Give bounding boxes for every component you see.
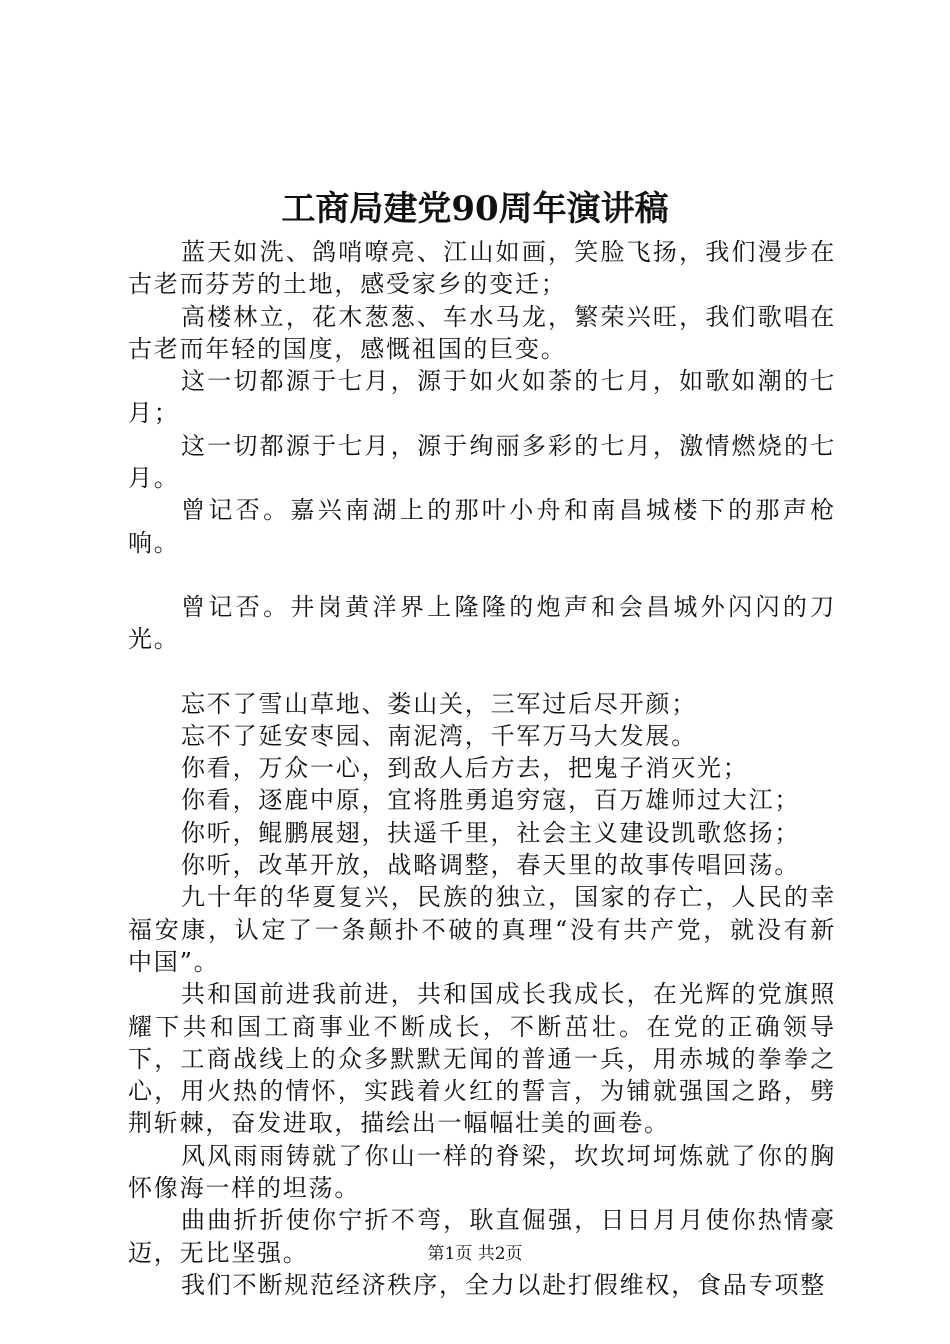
paragraph: 忘不了延安枣园、南泥湾，千军万马大发展。 <box>181 721 697 750</box>
document-body <box>128 236 836 1301</box>
paragraph: 你看，逐鹿中原，宜将胜勇追穷寇，百万雄师过大江； <box>181 786 801 815</box>
paragraph: 这一切都源于七月，源于绚丽多彩的七月，激情燃烧的七月。 <box>128 431 836 493</box>
paragraph: 你听，鲲鹏展翅，扶遥千里，社会主义建设凯歌悠扬； <box>181 818 801 847</box>
paragraph: 蓝天如洗、鸽哨嘹亮、江山如画，笑脸飞扬，我们漫步在古老而芬芳的土地，感受家乡的变迁； <box>128 238 836 299</box>
page-footer: 第1页 共2页 <box>427 1244 523 1264</box>
paragraph: 共和国前进我前进，共和国成长我成长，在光辉的党旗照耀下共和国工商事业不断成长，不断茁壮。在党的正确领导下，工商战线上的众多默默无闻的普通一兵，用赤城的拳拳之心，用火热的情怀，实践着火红的誓言，为铺就强国之路，劈荆斩棘，奋发进取，描绘出一幅幅壮美的画卷。 <box>128 980 836 1138</box>
document-title: 工商局建党90周年演讲稿 <box>281 189 669 229</box>
paragraph: 曾记否。嘉兴南湖上的那叶小舟和南昌城楼下的那声枪响。 <box>128 496 836 557</box>
paragraph: 你看，万众一心，到敌人后方去，把鬼子消灭光； <box>181 754 749 783</box>
paragraph: 曲曲折折使你宁折不弯，耿直倔强，日日月月使你热情豪迈，无比坚强。 <box>128 1206 836 1267</box>
paragraph: 高楼林立，花木葱葱、车水马龙，繁荣兴旺，我们歌唱在古老而年轻的国度，感慨祖国的巨变。 <box>128 302 836 363</box>
paragraph: 忘不了雪山草地、娄山关，三军过后尽开颜； <box>181 689 697 718</box>
paragraph: 你听，改革开放，战略调整，春天里的故事传唱回荡。 <box>181 851 801 880</box>
paragraph: 九十年的华夏复兴，民族的独立，国家的存亡，人民的幸福安康，认定了一条颠扑不破的真理“没有共产党，就没有新中国”。 <box>128 883 836 976</box>
paragraph: 曾记否。井岗黄洋界上隆隆的炮声和会昌城外闪闪的刀光。 <box>128 592 836 654</box>
paragraph: 这一切都源于七月，源于如火如荼的七月，如歌如潮的七月； <box>128 367 836 428</box>
paragraph: 风风雨雨铸就了你山一样的脊梁，坎坎坷坷炼就了你的胸怀像海一样的坦荡。 <box>128 1141 836 1203</box>
paragraph: 我们不断规范经济秩序，全力以赴打假维权，食品专项整 <box>181 1270 826 1299</box>
